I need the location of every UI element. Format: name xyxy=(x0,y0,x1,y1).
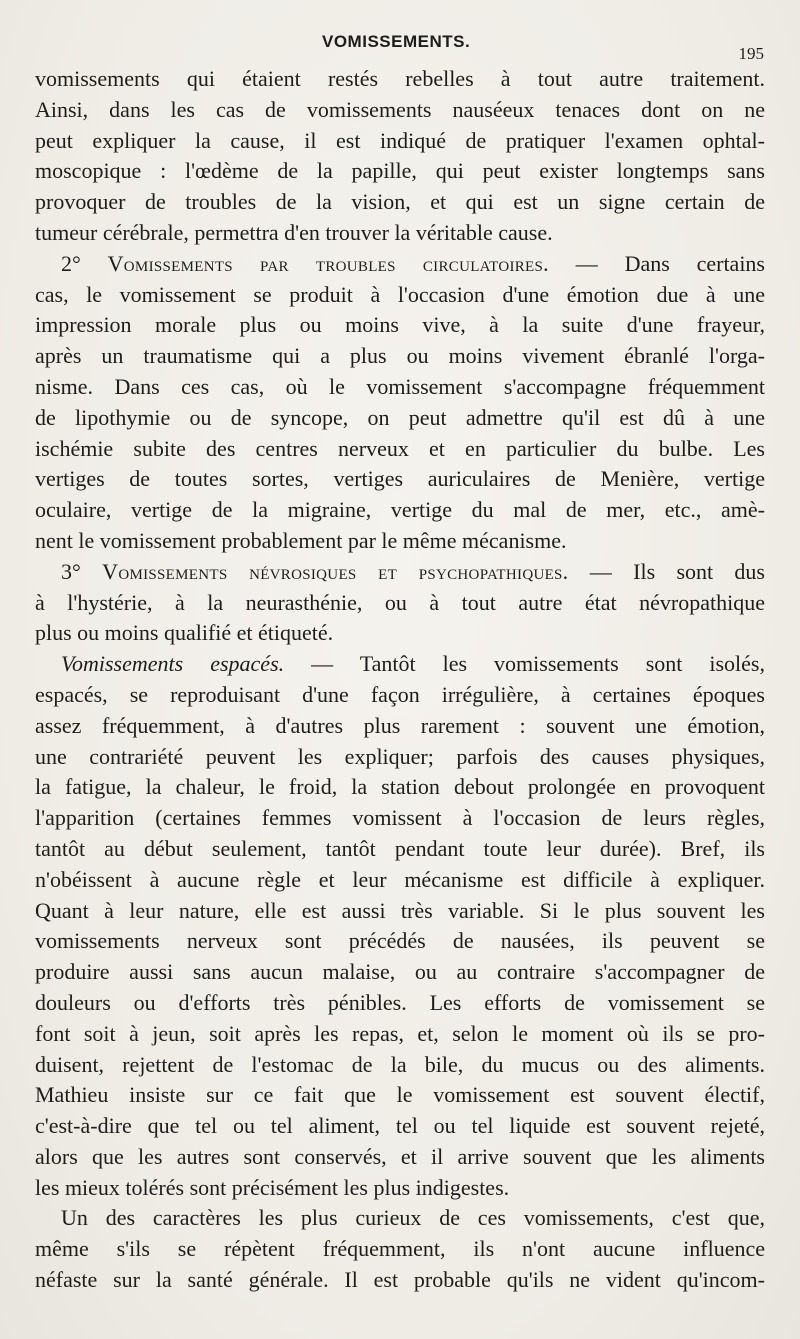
body-text xyxy=(35,64,765,1296)
text-line: plus ou moins qualifié et étiqueté. xyxy=(35,620,334,646)
text-line: c'est-à-dire que tel ou tel aliment, tel ou tel liquide est souvent rejeté, xyxy=(35,1113,765,1139)
text-line: impression morale plus ou moins vive, à la suite d'une frayeur, xyxy=(35,312,765,338)
text-line: ischémie subite des centres nerveux et en particulier du bulbe. Les xyxy=(35,435,765,461)
text-line: Mathieu insiste sur ce fait que le vomissement est souvent électif, xyxy=(35,1082,765,1108)
text-line: l'apparition (certaines femmes vomissent à l'occasion de leurs règles, xyxy=(35,805,765,831)
text-line: cas, le vomissement se produit à l'occasion d'une émotion due à une xyxy=(35,281,765,307)
text-line: moscopique : l'œdème de la papille, qui peut exister longtemps sans xyxy=(35,158,765,184)
section-heading-line: 2° Vomissements par troubles circulatoires. — Dans certains xyxy=(61,250,765,276)
page-number: 195 xyxy=(738,44,764,63)
text-line: Ainsi, dans les cas de vomissements nauséeux tenaces dont on ne xyxy=(35,96,765,122)
text-line: font soit à jeun, soit après les repas, et, selon le moment où ils se pro- xyxy=(35,1020,765,1046)
text-line: Un des caractères les plus curieux de ces vomissements, c'est que, xyxy=(61,1205,765,1231)
text-line: la fatigue, la chaleur, le froid, la station debout prolongée en provoquent xyxy=(35,774,765,800)
section-heading: Vomissements névrosiques et psychopathiques. xyxy=(102,558,569,584)
text-line: après un traumatisme qui a plus ou moins vivement ébranlé l'orga- xyxy=(35,343,765,369)
section-heading-line: 3° Vomissements névrosiques et psychopathiques. — Ils sont dus xyxy=(61,558,765,584)
text-line: oculaire, vertige de la migraine, vertige du mal de mer, etc., amè- xyxy=(35,497,765,523)
text-line: espacés, se reproduisant d'une façon irrégulière, à certaines époques xyxy=(35,681,765,707)
text-line: nisme. Dans ces cas, où le vomissement s'accompagne fréquemment xyxy=(35,373,765,399)
text-line: Quant à leur nature, elle est aussi très variable. Si le plus souvent les xyxy=(35,897,765,923)
text-line: vomissements qui étaient restés rebelles à tout autre traitement. xyxy=(35,66,765,91)
text-line: assez fréquemment, à d'autres plus rarement : souvent une émotion, xyxy=(35,712,765,738)
running-header xyxy=(0,28,800,63)
text-line: les mieux tolérés sont précisément les plus indigestes. xyxy=(35,1174,510,1200)
section-heading: Vomissements par troubles circulatoires. xyxy=(107,250,549,276)
running-title: VOMISSEMENTS. xyxy=(322,32,471,51)
subsection-heading-line: Vomissements espacés. — Tantôt les vomissements sont isolés, xyxy=(61,651,765,677)
text-line: douleurs ou d'efforts très pénibles. Les efforts de vomissement se xyxy=(35,989,765,1015)
text-line: vomissements nerveux sont précédés de nausées, ils peuvent se xyxy=(35,928,765,954)
text-line: vertiges de toutes sortes, vertiges auriculaires de Menière, vertige xyxy=(35,466,765,492)
text-line: à l'hystérie, à la neurasthénie, ou à tout autre état névropathique xyxy=(35,589,765,615)
text-line: produire aussi sans aucun malaise, ou au contraire s'accompagner de xyxy=(35,959,765,985)
text-line: provoquer de troubles de la vision, et qui est un signe certain de xyxy=(35,189,765,215)
subsection-heading: Vomissements espacés. xyxy=(61,651,285,677)
text-line: une contrariété peuvent les expliquer; parfois des causes physiques, xyxy=(35,743,765,769)
text-line: nent le vomissement probablement par le même mécanisme. xyxy=(35,527,567,553)
text-line: tantôt au début seulement, tantôt pendant toute leur durée). Bref, ils xyxy=(35,835,765,861)
text-line: alors que les autres sont conservés, et il arrive souvent que les aliments xyxy=(35,1143,765,1169)
text-line: n'obéissent à aucune règle et leur mécanisme est difficile à expliquer. xyxy=(35,866,765,892)
text-line: peut expliquer la cause, il est indiqué de pratiquer l'examen ophtal- xyxy=(35,127,765,153)
text-line: de lipothymie ou de syncope, on peut admettre qu'il est dû à une xyxy=(35,404,765,430)
text-line: duisent, rejettent de l'estomac de la bile, du mucus ou des aliments. xyxy=(35,1051,765,1077)
text-line: même s'ils se répètent fréquemment, ils n'ont aucune influence xyxy=(35,1236,765,1262)
text-line: tumeur cérébrale, permettra d'en trouver la véritable cause. xyxy=(35,219,553,245)
text-line: néfaste sur la santé générale. Il est probable qu'ils ne vident qu'incom- xyxy=(35,1267,765,1293)
